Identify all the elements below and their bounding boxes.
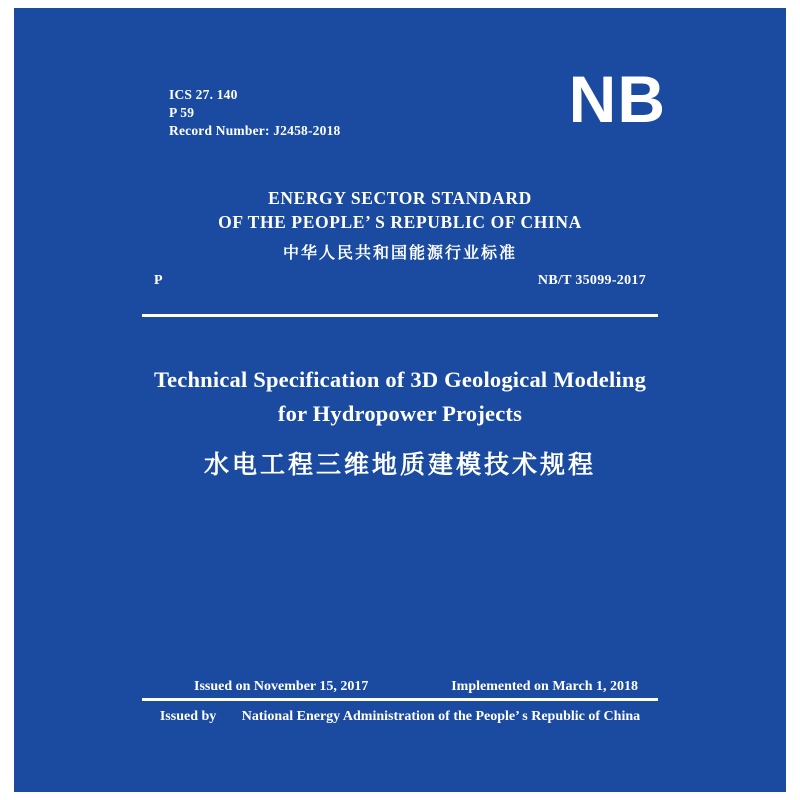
divider-top: [142, 314, 658, 317]
record-number: Record Number: J2458-2018: [169, 123, 341, 138]
classification-code: P 59: [169, 105, 195, 120]
standard-authority-header: [14, 186, 786, 264]
title-chinese: 水电工程三维地质建模技术规程: [203, 450, 596, 479]
cover-content: [14, 8, 786, 792]
ics-metadata-block: [169, 86, 340, 140]
standard-cover-page: [14, 8, 786, 792]
authority-line-1: ENERGY SECTOR STANDARD: [268, 188, 532, 208]
issuer-name: National Energy Administration of the People’ s Republic of China: [241, 709, 641, 724]
ics-number: ICS 27. 140: [169, 87, 238, 102]
code-row: [154, 273, 646, 293]
title-line-1: Technical Specification of 3D Geological Modeling: [153, 367, 647, 392]
divider-bottom: [142, 698, 658, 701]
authority-line-2: OF THE PEOPLE’ S REPUBLIC OF CHINA: [218, 212, 582, 232]
standard-number: NB/T 35099-2017: [537, 273, 646, 288]
title-line-2: for Hydropower Projects: [277, 401, 523, 426]
authority-line-chinese: 中华人民共和国能源行业标准: [282, 243, 517, 262]
issuer-label: Issued by: [159, 709, 217, 724]
document-title: [104, 363, 696, 481]
category-letter: P: [154, 273, 163, 288]
dates-row: [144, 679, 656, 699]
implemented-date: Implemented on March 1, 2018: [451, 679, 638, 694]
issued-date: Issued on November 15, 2017: [194, 679, 369, 694]
nb-logo: NB: [568, 62, 666, 136]
issuer-line: [14, 709, 786, 725]
